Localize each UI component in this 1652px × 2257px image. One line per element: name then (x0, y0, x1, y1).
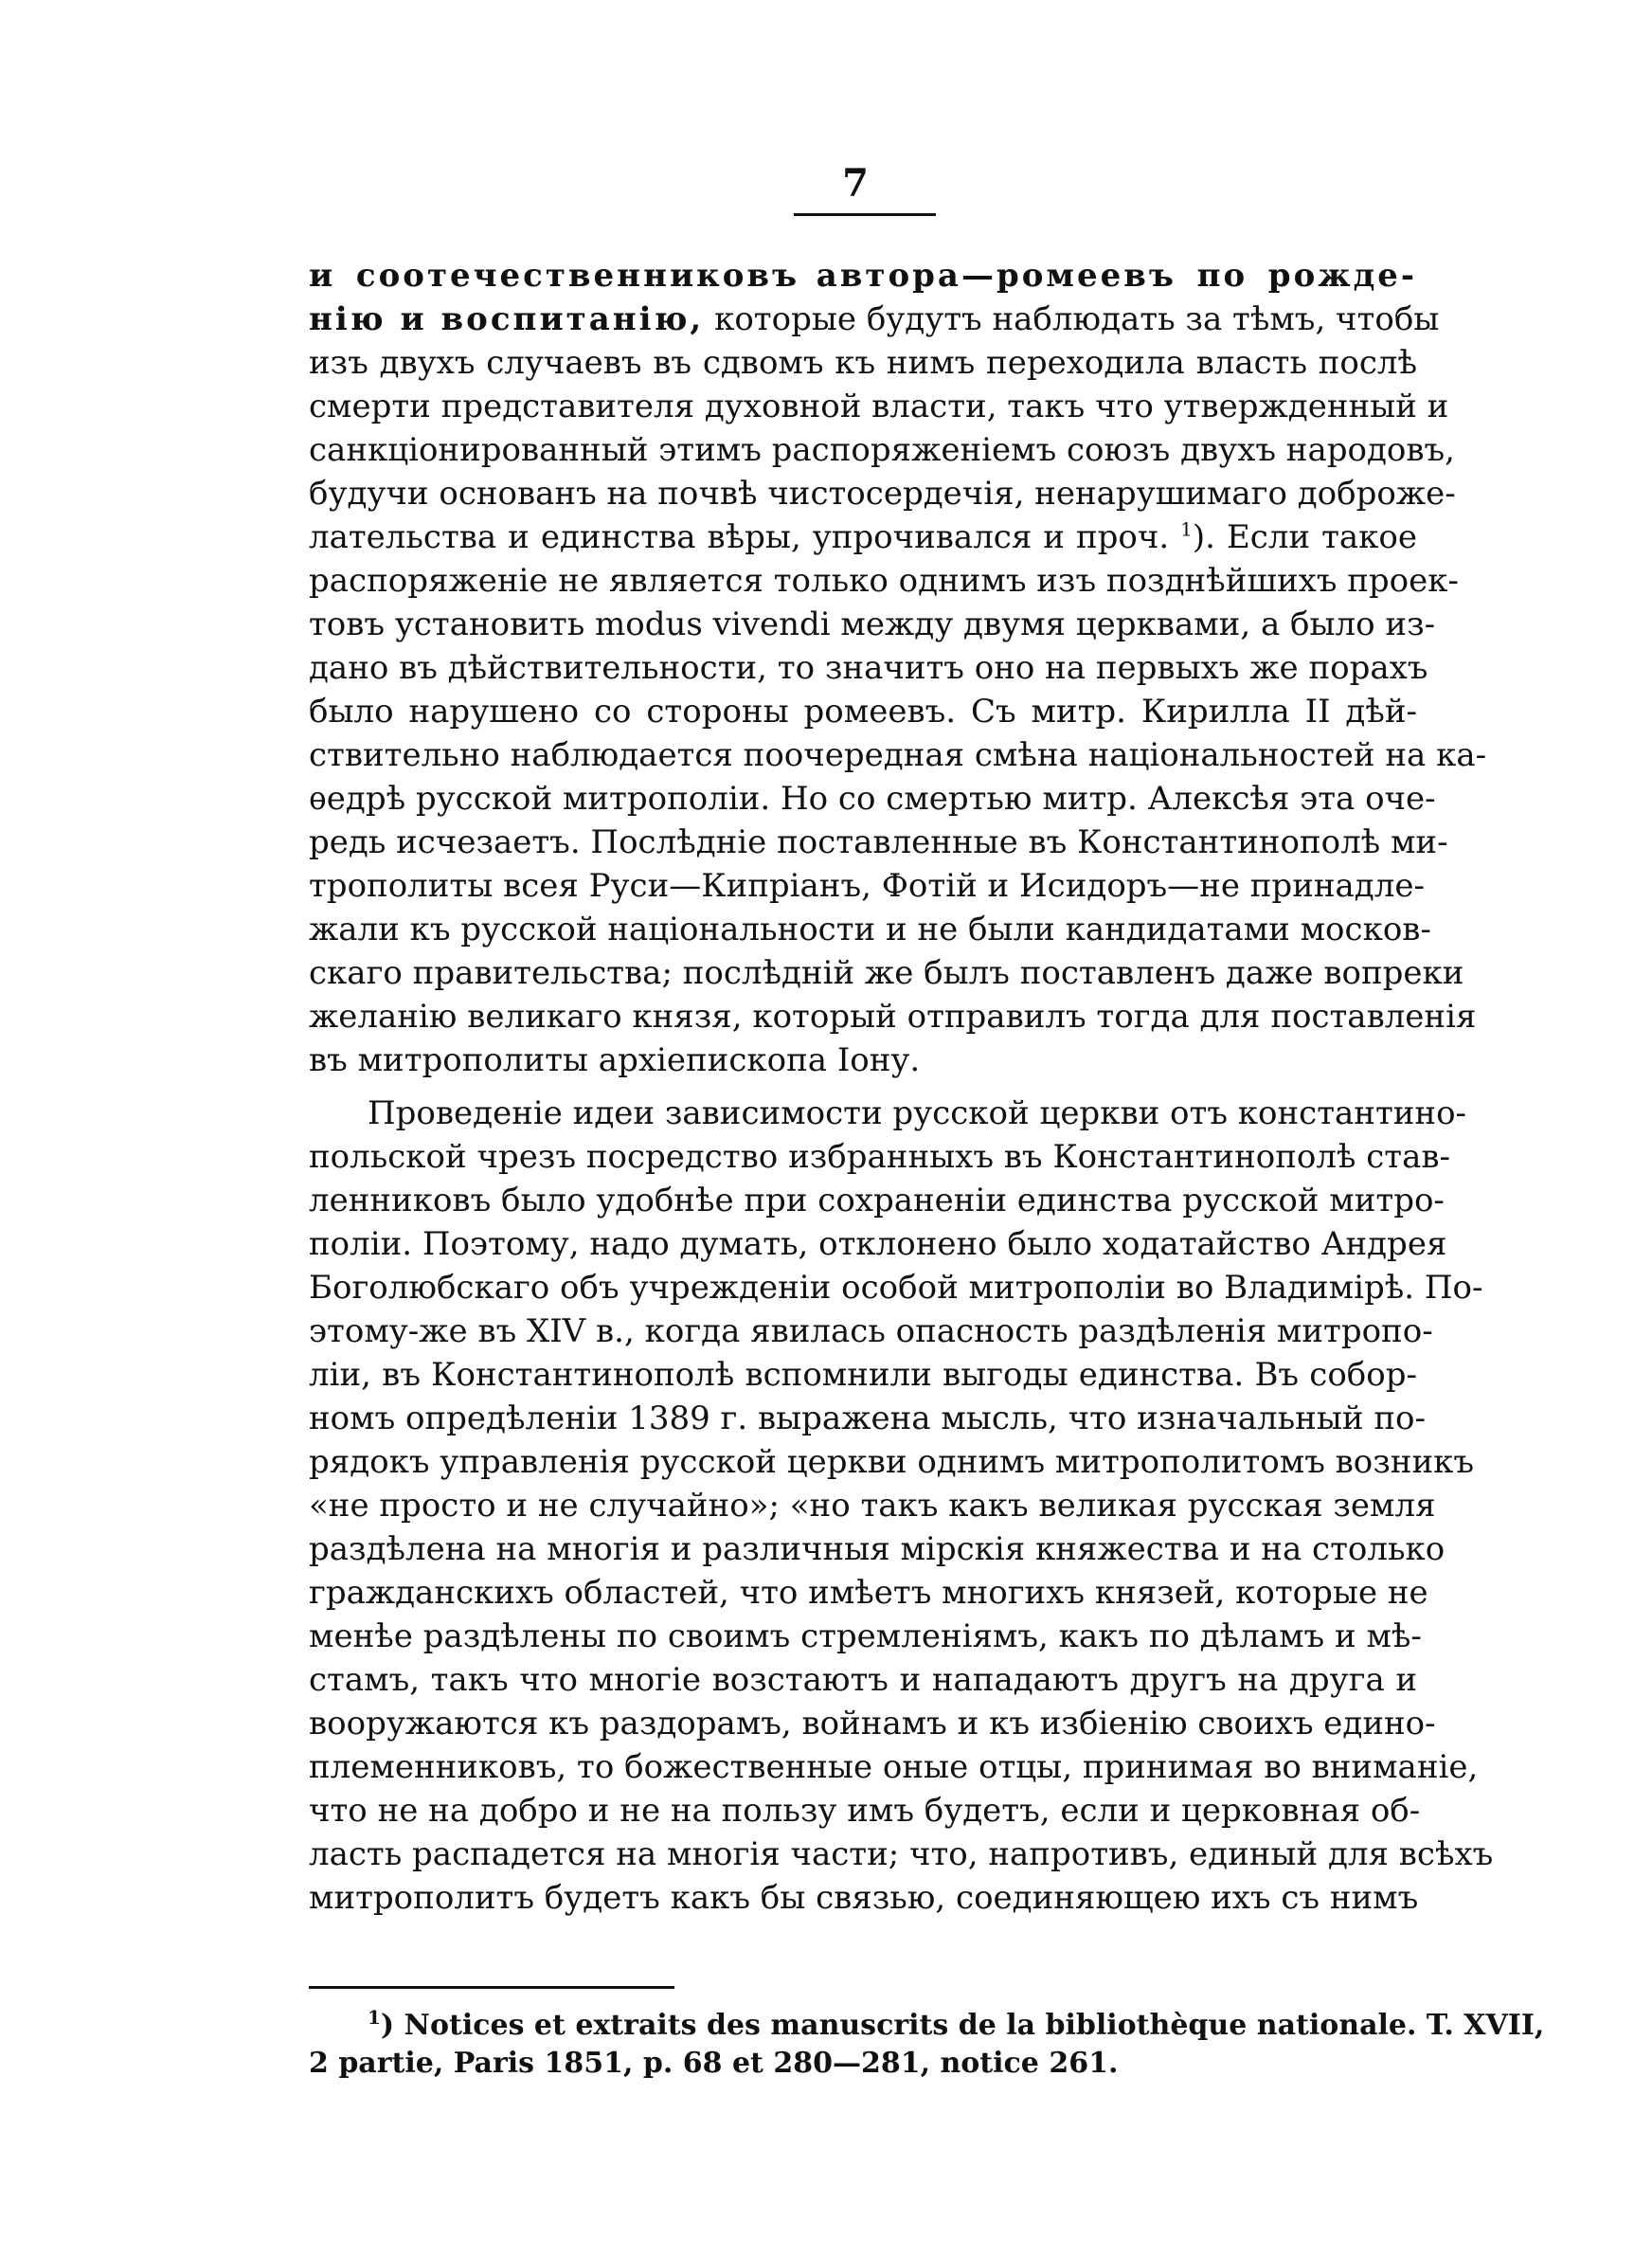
footnote-separator (309, 1986, 674, 1989)
page-number-underline (794, 213, 936, 216)
text-line: желанію великаго князя, который отправилъ тогда для поставленія (309, 998, 1477, 1036)
body-text (309, 254, 1494, 1920)
paragraph-2 (309, 1092, 1494, 1920)
text-line: санкціонированный этимъ распоряженіемъ союзъ двухъ народовъ, (309, 431, 1455, 469)
text-line: редь исчезаетъ. Послѣдніе поставленные въ Константинополѣ ми- (309, 823, 1448, 861)
text-line: вооружаются къ раздорамъ, войнамъ и къ избіенію своихъ едино- (309, 1705, 1436, 1742)
text-line: распоряженіе не является только однимъ изъ позднѣйшихъ проек- (309, 562, 1459, 600)
spaced-phrase: автора—ромеевъ по рожде- (816, 257, 1417, 295)
spaced-phrase: и соотечественниковъ (309, 257, 800, 295)
text-line: ленниковъ было удобнѣе при сохраненіи единства русской митро- (309, 1182, 1445, 1219)
text-line: скаго правительства; послѣдній же былъ поставленъ даже вопреки (309, 954, 1464, 992)
text-line: дано въ дѣйствительности, то значитъ оно на первыхъ же порахъ (309, 649, 1428, 687)
footnote-line: 2 partie, Paris 1851, p. 68 et 280—281, notice 261. (309, 2047, 1119, 2080)
text-line (309, 254, 1417, 298)
text-line: митрополитъ будетъ какъ бы связью, соединяющею ихъ съ нимъ (309, 1879, 1419, 1917)
text-line: гражданскихъ областей, что имѣетъ многихъ князей, которые не (309, 1574, 1428, 1612)
footnote-reference: 1 (1180, 517, 1193, 541)
text-line: трополиты всея Руси—Кипріанъ, Фотій и Исидоръ—не принадле- (309, 867, 1425, 905)
text-run: ). Если такое (1192, 518, 1418, 556)
text-run: лательства и единства вѣры, упрочивался и проч. (309, 518, 1170, 556)
text-line: поліи. Поэтому, надо думать, отклонено было ходатайство Андрея (309, 1225, 1447, 1263)
text-line: смерти представителя духовной власти, такъ что утвержденный и (309, 388, 1449, 425)
text-line: Проведеніе идеи зависимости русской церкви отъ константино- (368, 1094, 1467, 1132)
footnote (309, 2006, 1545, 2083)
footnote-marker: 1 (368, 2006, 381, 2029)
text-line: было нарушено со стороны ромеевъ. Съ митр. Кирилла II дѣй- (309, 693, 1417, 731)
text-line: рядокъ управленія русской церкви однимъ митрополитомъ возникъ (309, 1443, 1474, 1481)
paragraph-1 (309, 254, 1487, 1082)
text-line (309, 298, 1440, 341)
text-line: будучи основанъ на почвѣ чистосердечія, ненарушимаго доброже- (309, 475, 1456, 513)
text-line: въ митрополиты архіепископа Іону. (309, 1041, 921, 1079)
footnote-text: ) Notices et extraits des manuscrits de la bibliothèque nationale. T. XVII, (380, 2009, 1545, 2042)
text-line: польской чрезъ посредство избранныхъ въ Константинополѣ став- (309, 1138, 1450, 1176)
text-line: ласть распадется на многія части; что, напротивъ, единый для всѣхъ (309, 1835, 1494, 1873)
text-line: изъ двухъ случаевъ въ сдвомъ къ нимъ переходила власть послѣ (309, 344, 1417, 382)
text-line: племенниковъ, то божественные оные отцы, принимая во вниманіе, (309, 1748, 1479, 1786)
text-line: менѣе раздѣлены по своимъ стремленіямъ, какъ по дѣламъ и мѣ- (309, 1617, 1422, 1655)
text-line: ствительно наблюдается поочередная смѣна національностей на ка- (309, 736, 1487, 774)
footnote-line (309, 2006, 1545, 2045)
text-line: товъ установить modus vivendi между двумя церквами, а было из- (309, 605, 1436, 643)
spaced-phrase: нію и воспитанію, (309, 300, 705, 338)
text-line: ліи, въ Константинополѣ вспомнили выгоды единства. Въ собор- (309, 1356, 1417, 1394)
text-line: Боголюбскаго объ учрежденіи особой митрополіи во Владимірѣ. По- (309, 1269, 1483, 1307)
text-line: стамъ, такъ что многіе возстаютъ и нападаютъ другъ на друга и (309, 1661, 1417, 1699)
paragraph-gap (309, 1082, 1417, 1092)
text-line: раздѣлена на многія и различныя мірскія княжества и на столько (309, 1530, 1446, 1568)
text-line: что не на добро и не на пользу имъ будетъ, если и церковная об- (309, 1792, 1421, 1830)
text-line: жали къ русской національности и не были кандидатами москов- (309, 911, 1431, 948)
text-run: которые будутъ наблюдать за тѣмъ, чтобы (714, 300, 1440, 338)
text-line: этому-же въ XIV в., когда явилась опасность раздѣленія митропо- (309, 1312, 1433, 1350)
text-line (309, 515, 1417, 559)
text-line: «не просто и не случайно»; «но такъ какъ великая русская земля (309, 1487, 1436, 1525)
text-line: ѳедрѣ русской митрополіи. Но со смертью митр. Алексѣя эта оче- (309, 780, 1436, 818)
page-number: 7 (842, 161, 869, 206)
text-line: номъ опредѣленіи 1389 г. выражена мысль, что изначальный по- (309, 1399, 1426, 1437)
